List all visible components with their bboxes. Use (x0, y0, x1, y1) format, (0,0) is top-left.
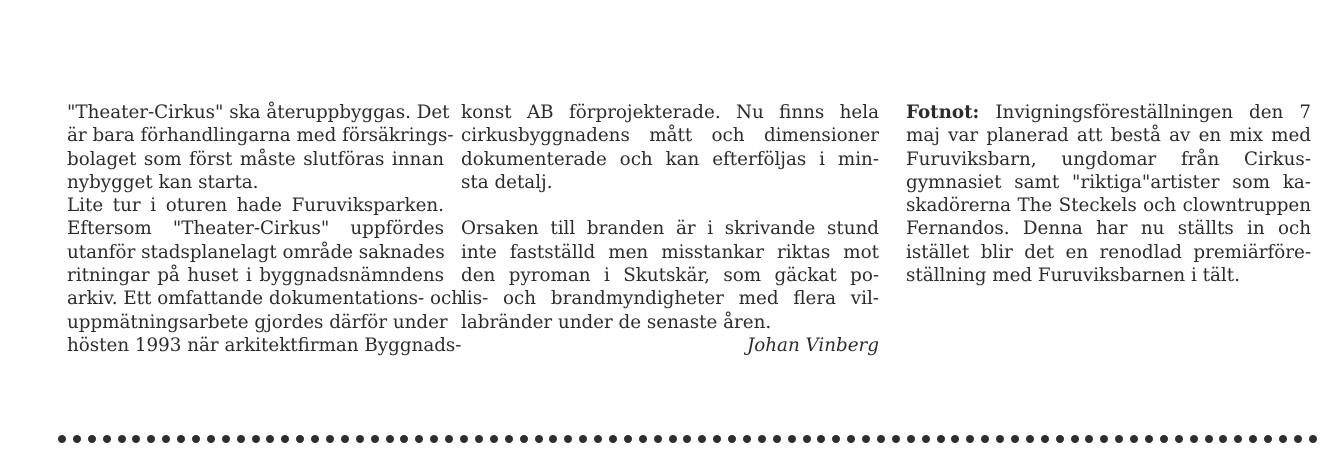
divider-dot (877, 435, 885, 443)
divider-dot (758, 435, 766, 443)
divider-dot (73, 435, 81, 443)
divider-dot (400, 435, 408, 443)
divider-dot (892, 435, 900, 443)
divider-dot (505, 435, 513, 443)
text-line: bolaget som först måste slutföras innan (67, 148, 444, 170)
divider-dot (832, 435, 840, 443)
text-line: maj var planerad att bestå av en mix med (906, 125, 1311, 147)
text-line: istället blir det en renodlad premiärföre- (906, 241, 1311, 263)
text-line: dokumenterade och kan efterföljas i min- (461, 148, 879, 170)
divider-dot (192, 435, 200, 443)
footnote-first-line-text: Invigningsföreställningen den 7 (979, 102, 1311, 123)
divider-dot (386, 435, 394, 443)
divider-dot (654, 435, 662, 443)
divider-dot (803, 435, 811, 443)
divider-dot (1160, 435, 1168, 443)
footnote-column (906, 101, 1311, 287)
text-line: sta detalj. (461, 171, 553, 193)
divider-dot (266, 435, 274, 443)
divider-dot (281, 435, 289, 443)
divider-dot (162, 435, 170, 443)
text-line: utanför stadsplanelagt område saknades (67, 241, 445, 263)
divider-dot (341, 435, 349, 443)
divider-dot (1100, 435, 1108, 443)
text-line: Fernandos. Denna har nu ställts in och (906, 218, 1311, 240)
divider-dot (207, 435, 215, 443)
divider-dot (132, 435, 140, 443)
article-column-2 (461, 101, 879, 357)
paragraph-spacer (461, 194, 879, 217)
divider-dot (579, 435, 587, 443)
divider-dot (1309, 435, 1317, 443)
footnote-label: Fotnot: (906, 102, 980, 123)
divider-dot (1115, 435, 1123, 443)
text-line: gymnasiet samt "riktiga"artister som ka- (906, 171, 1311, 193)
divider-dot (1219, 435, 1227, 443)
divider-dot (624, 435, 632, 443)
text-line: hösten 1993 när arkitektfirman Byggnads- (67, 334, 462, 356)
divider-dot (669, 435, 677, 443)
divider-dot (1056, 435, 1064, 443)
divider-dot (862, 435, 870, 443)
divider-dot (594, 435, 602, 443)
divider-dot (356, 435, 364, 443)
text-line: "Theater-Cirkus" ska återuppbyggas. Det (67, 102, 450, 123)
divider-dot (430, 435, 438, 443)
divider-dot (847, 435, 855, 443)
text-line: ställning med Furuviksbarnen i tält. (906, 265, 1240, 287)
divider-dot (1071, 435, 1079, 443)
text-line: Furuviksbarn, ungdomar från Cirkus- (906, 148, 1311, 170)
text-line: är bara förhandlingarna med försäkrings- (67, 125, 454, 147)
divider-dot (981, 435, 989, 443)
dotted-divider (58, 433, 1318, 445)
footnote-first-line (906, 101, 1311, 124)
divider-dot (922, 435, 930, 443)
divider-dot (1264, 435, 1272, 443)
text-line: lis- och brandmyndigheter med flera vil- (461, 288, 879, 310)
divider-dot (549, 435, 557, 443)
divider-dot (1175, 435, 1183, 443)
divider-dot (296, 435, 304, 443)
text-line: konst AB förprojekterade. Nu finns hela (461, 102, 879, 123)
text-line: Eftersom "Theater-Cirkus" uppfördes (67, 218, 444, 240)
divider-dot (58, 435, 66, 443)
divider-dot (937, 435, 945, 443)
divider-dot (1145, 435, 1153, 443)
divider-dot (773, 435, 781, 443)
divider-dot (683, 435, 691, 443)
divider-dot (1279, 435, 1287, 443)
divider-dot (951, 435, 959, 443)
divider-dot (996, 435, 1004, 443)
divider-dot (639, 435, 647, 443)
divider-dot (535, 435, 543, 443)
divider-dot (415, 435, 423, 443)
divider-dot (1026, 435, 1034, 443)
divider-dot (147, 435, 155, 443)
text-line: ritningar på huset i byggnadsnämndens (67, 265, 444, 287)
divider-dot (609, 435, 617, 443)
divider-dot (520, 435, 528, 443)
article-column-1 (67, 101, 463, 357)
text-line: inte fastställd men misstankar riktas mot (461, 241, 879, 263)
divider-dot (490, 435, 498, 443)
divider-dot (237, 435, 245, 443)
divider-dot (743, 435, 751, 443)
divider-dot (907, 435, 915, 443)
divider-dot (118, 435, 126, 443)
divider-dot (460, 435, 468, 443)
divider-dot (1190, 435, 1198, 443)
divider-dot (177, 435, 185, 443)
divider-dot (1130, 435, 1138, 443)
divider-dot (1085, 435, 1093, 443)
text-line: arkiv. Ett omfattande dokumentations- och (67, 288, 463, 310)
text-line: Lite tur i oturen hade Furuviksparken. (67, 195, 444, 217)
divider-dot (475, 435, 483, 443)
divider-dot (788, 435, 796, 443)
divider-dot (445, 435, 453, 443)
text-line: skadörerna The Steckels och clowntruppen (906, 195, 1311, 217)
divider-dot (817, 435, 825, 443)
text-line: cirkusbyggnadens mått och dimensioner (461, 125, 879, 147)
divider-dot (371, 435, 379, 443)
divider-dot (103, 435, 111, 443)
divider-dot (252, 435, 260, 443)
divider-dot (222, 435, 230, 443)
divider-dot (1249, 435, 1257, 443)
text-line: labränder under de senaste åren. (461, 311, 772, 333)
divider-dot (1294, 435, 1302, 443)
divider-dot (311, 435, 319, 443)
text-line: Orsaken till branden är i skrivande stund (461, 218, 879, 240)
text-line: nybygget kan starta. (67, 171, 259, 193)
divider-dot (1205, 435, 1213, 443)
text-line: uppmätningsarbete gjordes därför under (67, 311, 448, 333)
divider-dot (728, 435, 736, 443)
divider-dot (88, 435, 96, 443)
divider-dot (1011, 435, 1019, 443)
divider-dot (966, 435, 974, 443)
divider-dot (326, 435, 334, 443)
author-signature: Johan Vinberg (746, 334, 879, 356)
divider-dot (1041, 435, 1049, 443)
divider-dot (713, 435, 721, 443)
divider-dot (698, 435, 706, 443)
text-line: den pyroman i Skutskär, som gäckat po- (461, 265, 879, 287)
divider-dot (564, 435, 572, 443)
divider-dot (1234, 435, 1242, 443)
